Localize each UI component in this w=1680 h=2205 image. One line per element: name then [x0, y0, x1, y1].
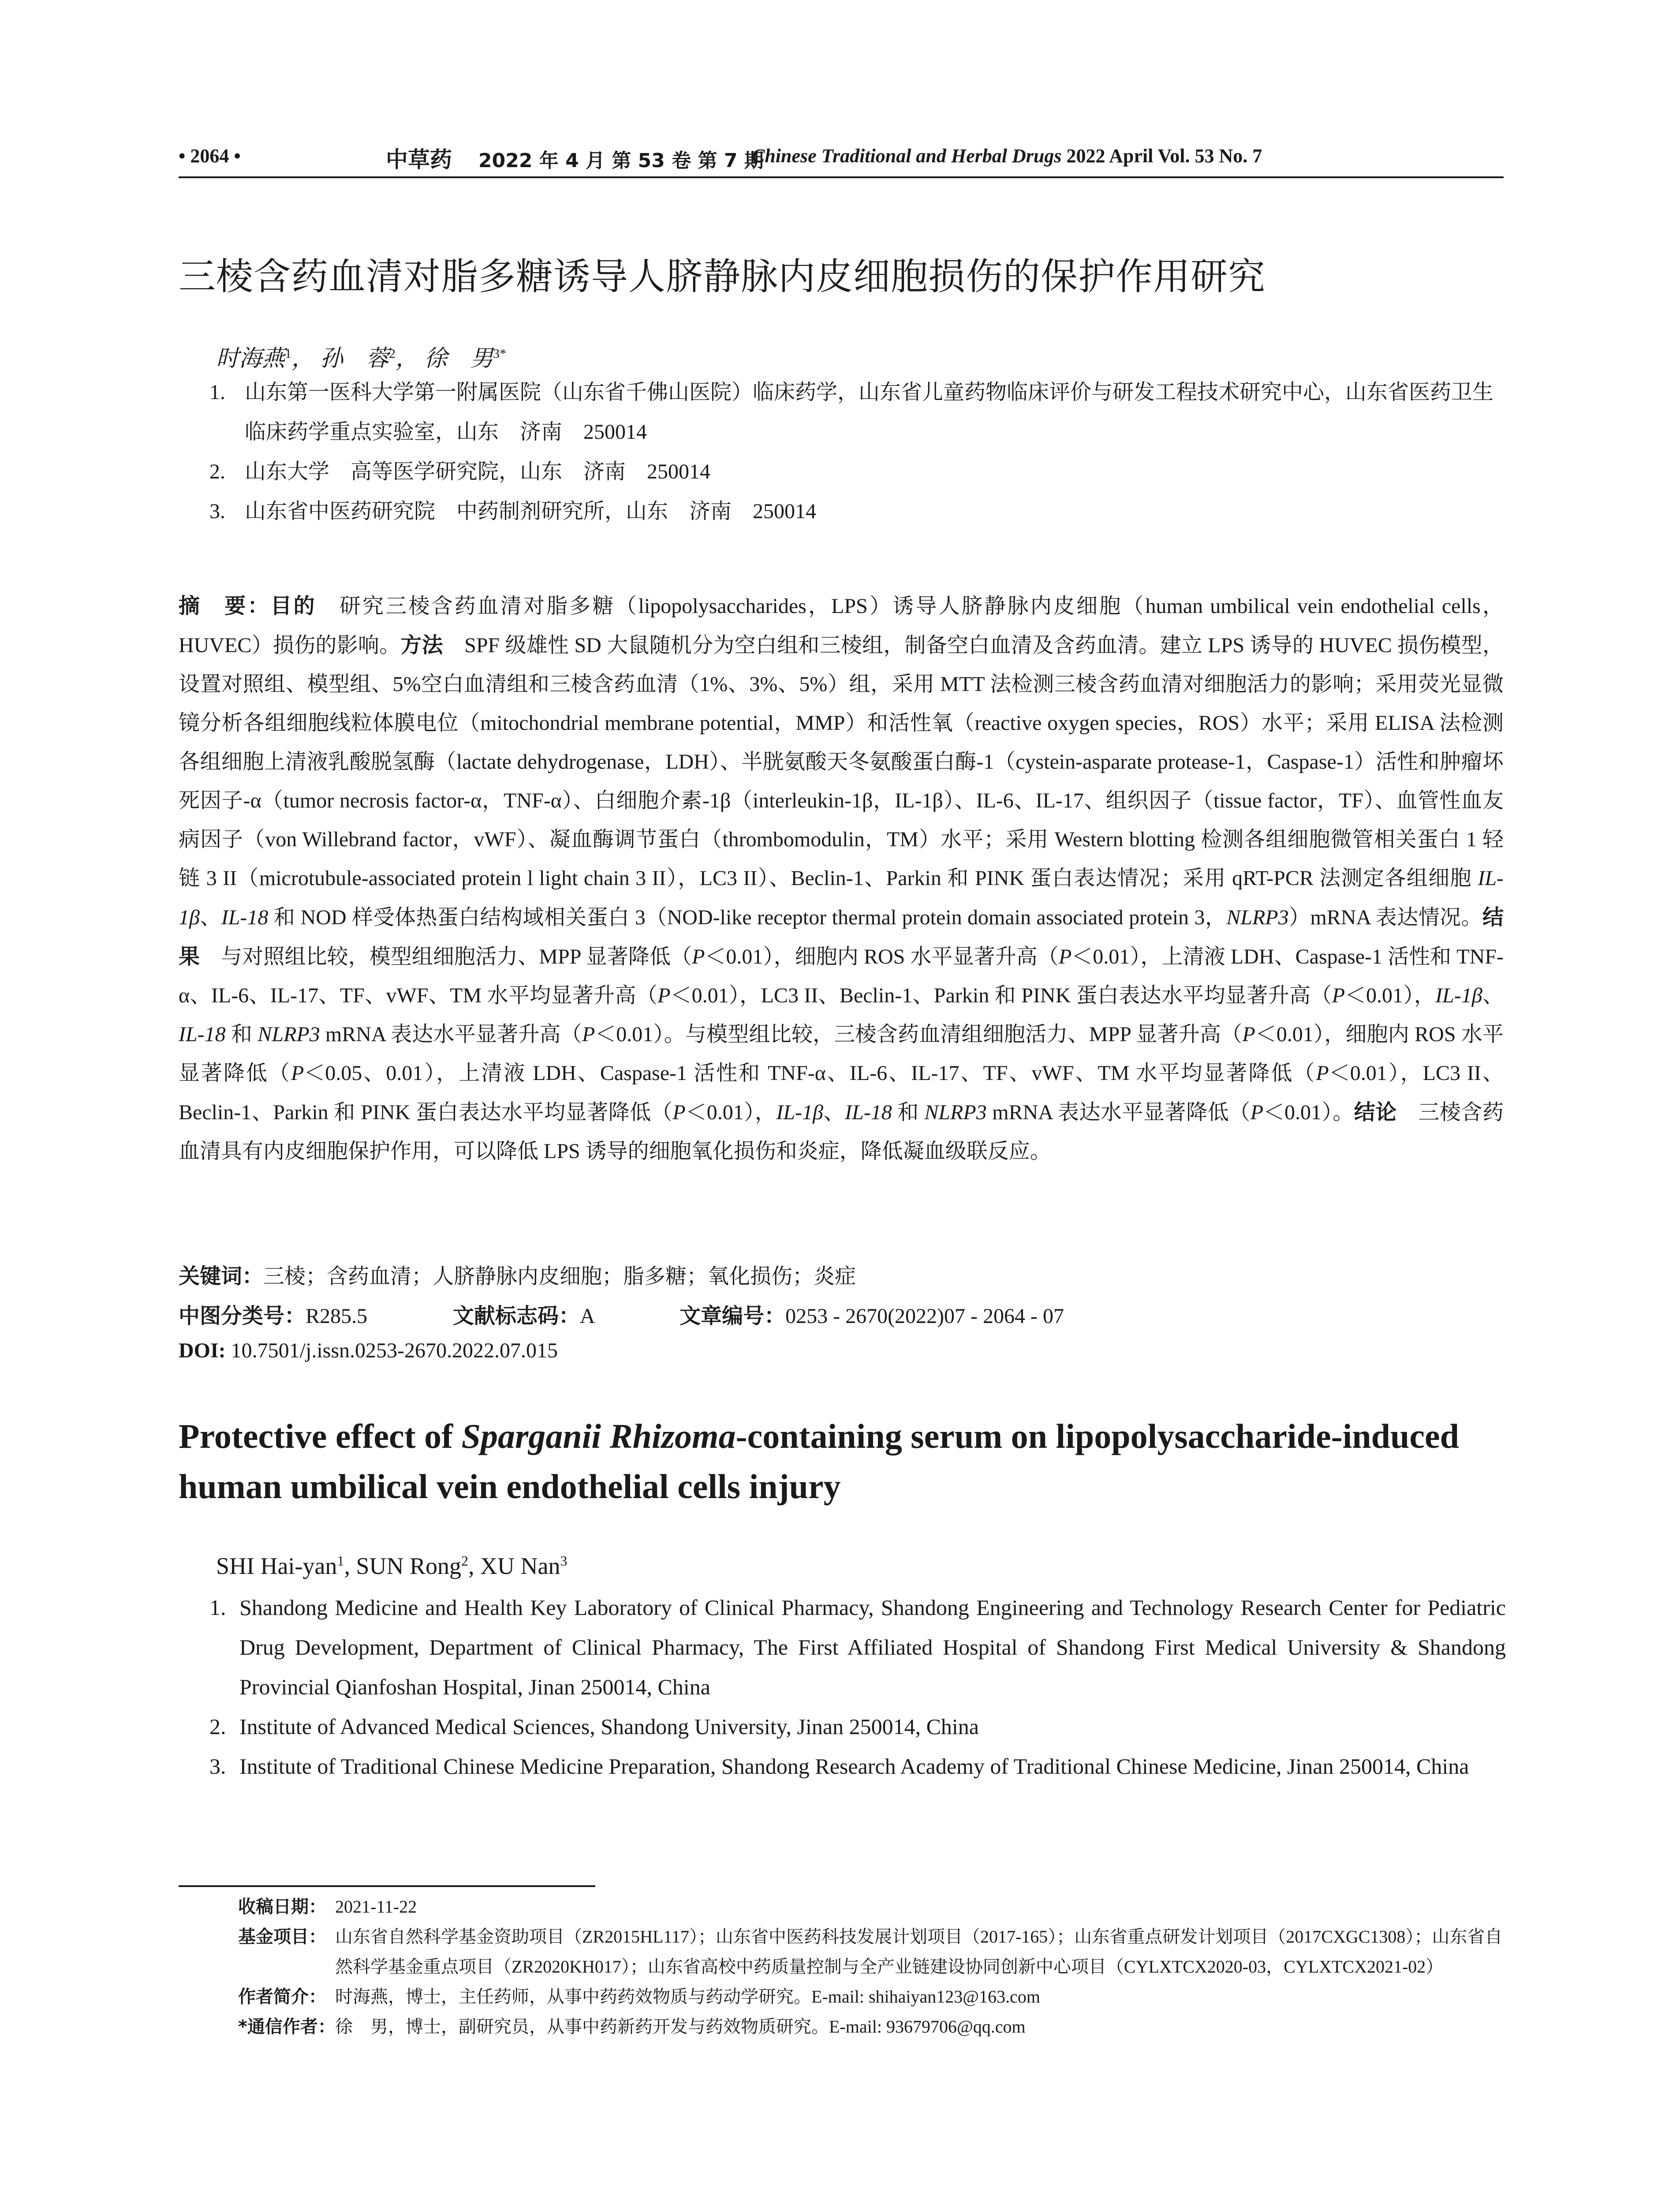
p-symbol: P	[291, 1061, 304, 1085]
gene-name: IL-18	[179, 1023, 226, 1046]
conclusion-text: 三棱含药血清具有内皮细胞保护作用，可以降低 LPS 诱导的细胞氧化损伤和炎症，降低凝血级联反应。	[179, 1101, 1504, 1163]
footnote-label: 基金项目：	[238, 1927, 326, 1947]
affiliation-number: 3.	[209, 500, 225, 523]
results-text: ＜0.01），上清液 LDH、Caspase-1 活性和 TNF-α、IL-6、IL-17、TF、vWF、TM 水平均显著升高（	[179, 945, 1504, 1007]
methods-text: SPF 级雄性 SD 大鼠随机分为空白组和三棱组，制备空白血清及含药血清。建立 LPS 诱导的 HUVEC 损伤模型，设置对照组、模型组、5%空白血清组和三棱含药血清（1%、3%、5%）组，采用 MTT 法检测三棱含药血清对细胞活力的影响；采用荧光显微镜分析各组细胞线粒体膜电位（mitochondrial membrane potential，MMP）和活性氧（reactive oxygen species，ROS）水平；采用 ELISA 法检测各组细胞上清液乳酸脱氢酶（lactate dehydrogenase，LDH）、半胱氨酸天冬氨酸蛋白酶-1（cystein-asparate protease-1，Caspase-1）活性和肿瘤坏死因子-α（tumor necrosis factor-α，TNF-α）、白细胞介素-1β（interleukin-1β，IL-1β）、IL-6、IL-17、组织因子（tissue factor，TF）、血管性血友病因子（von Willebrand factor，vWF）、凝血酶调节蛋白（thrombomodulin，TM）水平；采用 Western blotting 检测各组细胞微管相关蛋白 1 轻链 3 II（microtubule-associated protein l light chain 3 II），LC3 II）、Beclin-1、Parkin 和 PINK 蛋白表达情况；采用 qRT-PCR 法测定各组细胞	[179, 634, 1504, 890]
footnote-corresponding-author	[238, 2012, 1504, 2042]
results-text: 与对照组比较，模型组细胞活力、MPP 显著降低（	[200, 945, 692, 968]
footnote-author-bio	[238, 1982, 1504, 2012]
abstract-label: 摘 要：	[179, 594, 271, 618]
p-symbol: P	[1250, 1101, 1264, 1124]
results-text: mRNA 表达水平显著降低（	[986, 1101, 1251, 1124]
doc-code-value: A	[580, 1304, 594, 1328]
results-text: ＜0.05、0.01），上清液 LDH、Caspase-1 活性和 TNF-α、IL-6、IL-17、TF、vWF、TM 水平均显著降低（	[304, 1061, 1316, 1085]
footnote-label: 收稿日期：	[238, 1897, 326, 1917]
separator: 、	[823, 1101, 845, 1124]
results-text: ＜0.01），LC3 II、Beclin-1、Parkin 和 PINK 蛋白表达水平均显著降低（	[179, 1061, 1504, 1124]
issue-info-en: 2022 April Vol. 53 No. 7	[1066, 145, 1262, 167]
author-affiliation-mark: 3	[560, 1553, 567, 1569]
affiliation-number: 1.	[209, 381, 225, 404]
results-text: ＜0.01），细胞内 ROS 水平显著降低（	[179, 1023, 1504, 1085]
affiliation-number: 3.	[209, 1754, 226, 1779]
keywords-label: 关键词：	[179, 1264, 264, 1289]
p-symbol: P	[657, 984, 671, 1007]
results-text: ＜0.01），细胞内 ROS 水平显著升高（	[705, 945, 1059, 968]
affiliation-item	[209, 492, 1506, 531]
title-text: -containing serum on lipopolysaccharide-induced human umbilical vein endothelial cells injury	[179, 1417, 1459, 1506]
p-symbol: P	[692, 945, 705, 968]
article-number-value: 0253 - 2670(2022)07 - 2064 - 07	[785, 1304, 1064, 1328]
doi-line	[179, 1338, 558, 1363]
gene-name: IL-1β	[776, 1101, 823, 1124]
results-text: mRNA 表达水平显著升高（	[320, 1023, 582, 1046]
footnote-text: 山东省自然科学基金资助项目（ZR2015HL117）；山东省中医药科技发展计划项目（2017-165）；山东省重点研发计划项目（2017CXGC1308）；山东省自然科学基金重点项目（ZR2020KH017）；山东省高校中药质量控制与全产业链建设协同创新中心项目（CYLXTCX2020-03，CYLXTCX2021-02）	[335, 1927, 1503, 1977]
affiliation-list-cn	[209, 373, 1506, 531]
doi-value: 10.7501/j.issn.0253-2670.2022.07.015	[225, 1339, 558, 1362]
journal-info-en	[752, 145, 1262, 167]
footnote-received	[238, 1892, 1504, 1922]
affiliation-text: 山东大学 高等医学研究院，山东 济南 250014	[245, 460, 711, 483]
footnote-label: 作者简介：	[238, 1987, 326, 2007]
issue-info-cn: 2022 年 4 月 第 53 卷 第 7 期	[478, 149, 764, 172]
page-number: • 2064 •	[179, 145, 241, 167]
author-affiliation-mark: 1	[337, 1553, 344, 1569]
results-text: ＜0.01），	[1345, 984, 1436, 1007]
conclusion-label: 结论	[1354, 1100, 1397, 1125]
article-number-label: 文章编号：	[679, 1304, 786, 1328]
gene-name: IL-1β	[179, 867, 1504, 929]
affiliation-item	[209, 1588, 1506, 1707]
footnote-text: 时海燕，博士，主任药师，从事中药药效物质与药动学研究。E-mail: shihaiyan123@163.com	[335, 1987, 1040, 2007]
gene-name: IL-18	[845, 1101, 892, 1124]
footnote-text: 2021-11-22	[335, 1897, 417, 1917]
gene-name: IL-18	[221, 906, 269, 929]
classification-line	[179, 1299, 1064, 1329]
affiliation-number: 2.	[209, 460, 225, 483]
author-name: 时海燕	[216, 346, 285, 371]
header-rule	[179, 176, 1504, 178]
methods-text: 和 NOD 样受体热蛋白结构域相关蛋白 3（NOD-like receptor thermal protein domain associated protein 3，	[268, 906, 1227, 929]
gene-name: NLRP3	[258, 1023, 320, 1046]
affiliation-item	[209, 1707, 1506, 1746]
results-text: ＜0.01），LC3 II、Beclin-1、Parkin 和 PINK 蛋白表达水平均显著升高（	[670, 984, 1332, 1007]
running-head	[179, 140, 1501, 176]
results-label: 结果	[179, 905, 1504, 969]
results-text: ＜0.01）。与模型组比较，三棱含药血清组细胞活力、MPP 显著升高（	[595, 1023, 1243, 1046]
footnote-label: *通信作者：	[238, 2017, 336, 2037]
article-title-en	[179, 1411, 1506, 1512]
author-name: 孙 蓉	[320, 346, 389, 371]
author-list-en	[216, 1552, 567, 1580]
doc-code-label: 文献标志码：	[453, 1304, 580, 1328]
article-title-cn: 三棱含药血清对脂多糖诱导人脐静脉内皮细胞损伤的保护作用研究	[179, 255, 1266, 298]
footnote-rule	[179, 1885, 595, 1887]
results-text: ＜0.01），	[685, 1101, 777, 1124]
affiliation-number: 2.	[209, 1714, 226, 1739]
methods-text: ）mRNA 表达情况。	[1288, 906, 1482, 929]
author-affiliation-mark: 2	[389, 346, 396, 361]
affiliation-item	[209, 452, 1506, 492]
gene-name: NLRP3	[1226, 906, 1289, 929]
conjunction: 和	[892, 1101, 925, 1124]
results-text: ＜0.01）。	[1263, 1101, 1354, 1124]
footnote-funding	[238, 1922, 1504, 1982]
author-name: , XU Nan	[468, 1553, 560, 1579]
keywords-line	[179, 1259, 856, 1289]
p-symbol: P	[1242, 1023, 1255, 1046]
affiliation-list-en	[209, 1588, 1506, 1786]
affiliation-text: Shandong Medicine and Health Key Laboratory of Clinical Pharmacy, Shandong Engineering and Technology Research Center for Pediatric Drug Development, Department of Clinical Pharmacy, The First Affiliated Hospital of Shandong First Medical University & Shandong Provincial Qianfoshan Hospital, Jinan 250014, China	[239, 1595, 1506, 1699]
journal-name-en: Chinese Traditional and Herbal Drugs	[752, 145, 1062, 167]
journal-name-cn: 中草药	[386, 147, 452, 172]
affiliation-number: 1.	[209, 1595, 226, 1620]
gene-name: NLRP3	[924, 1101, 987, 1124]
clc-label: 中图分类号：	[179, 1304, 306, 1328]
author-affiliation-mark: 3*	[493, 346, 507, 361]
affiliation-text: Institute of Advanced Medical Sciences, Shandong University, Jinan 250014, China	[239, 1714, 979, 1739]
title-latin-name: Sparganii Rhizoma	[461, 1417, 736, 1455]
separator: 、	[1482, 984, 1504, 1007]
footnotes	[238, 1892, 1504, 2042]
p-symbol: P	[582, 1023, 595, 1046]
affiliation-item	[209, 1746, 1506, 1786]
author-name: SHI Hai-yan	[216, 1553, 337, 1579]
conjunction: 和	[225, 1023, 258, 1046]
p-symbol: P	[672, 1101, 686, 1124]
keywords-text: 三棱；含药血清；人脐静脉内皮细胞；脂多糖；氧化损伤；炎症	[263, 1265, 856, 1288]
affiliation-item	[209, 373, 1506, 452]
title-text: Protective effect of	[179, 1417, 462, 1455]
separator: 、	[199, 906, 221, 929]
objective-label: 目的	[270, 594, 317, 618]
author-name: , SUN Rong	[344, 1553, 461, 1579]
p-symbol: P	[1332, 984, 1345, 1007]
affiliation-text: Institute of Traditional Chinese Medicine Preparation, Shandong Research Academy of Traditional Chinese Medicine, Jinan 250014, China	[239, 1754, 1469, 1779]
methods-label: 方法	[400, 633, 443, 658]
gene-name: IL-1β	[1435, 984, 1482, 1007]
footnote-text: 徐 男，博士，副研究员，从事中药新药开发与药效物质研究。E-mail: 93679706@qq.com	[335, 2017, 1026, 2037]
doi-label: DOI:	[179, 1339, 226, 1362]
author-affiliation-mark: 1	[285, 346, 292, 361]
abstract-cn	[179, 587, 1504, 1171]
objective-text: 研究三棱含药血清对脂多糖（lipopolysaccharides，LPS）诱导人脐静脉内皮细胞（human umbilical vein endothelial cells，HUVEC）损伤的影响。	[179, 594, 1504, 657]
p-symbol: P	[1058, 945, 1072, 968]
p-symbol: P	[1316, 1061, 1329, 1085]
clc-value: R285.5	[306, 1304, 368, 1328]
author-name: 徐 男	[424, 346, 493, 371]
author-affiliation-mark: 2	[461, 1553, 468, 1569]
author-list-cn: 时海燕$^1$， 孙 蓉$^2$， 徐 男$^{3*}$	[216, 346, 507, 371]
affiliation-text: 山东省中医药研究院 中药制剂研究所，山东 济南 250014	[245, 500, 817, 523]
affiliation-text: 山东第一医科大学第一附属医院（山东省千佛山医院）临床药学，山东省儿童药物临床评价与研发工程技术研究中心，山东省医药卫生临床药学重点实验室，山东 济南 250014	[245, 381, 1494, 444]
